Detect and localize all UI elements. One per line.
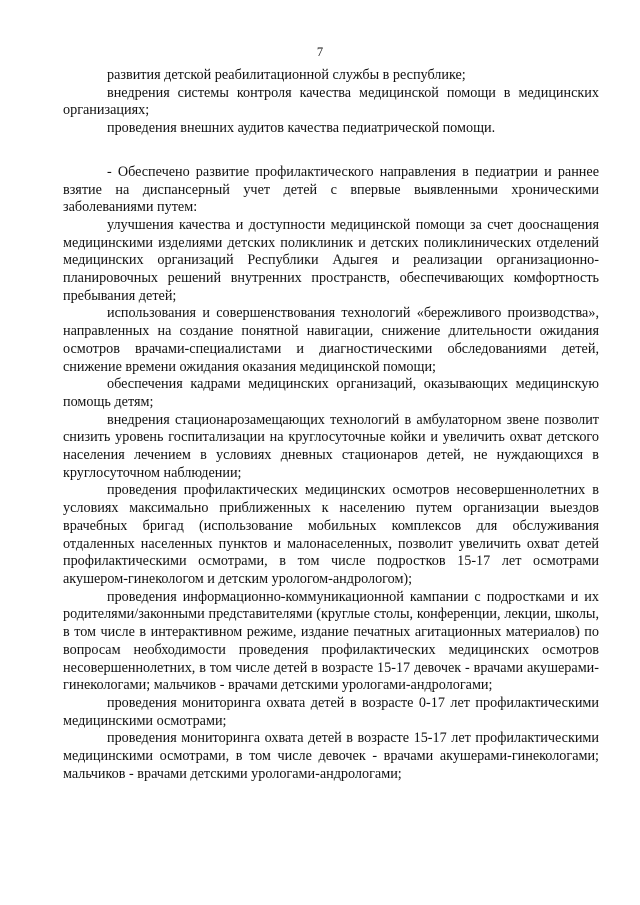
section-spacer bbox=[63, 138, 599, 164]
paragraph: проведения информационно-коммуникационной кампании с подростками и их родителями/законными представителями (круглые столы, конференции, лекции, школы, в том числе в интерактивном режиме, издание печатных агитационных материалов) по вопросам необходимости проведения профилактических медицинских осмотров несовершеннолетних, в том числе детей в возрасте 15-17 девочек - врачами акушерами-гинекологами; мальчиков - врачами детскими урологами-андрологами; bbox=[63, 588, 599, 694]
page-number: 7 bbox=[316, 45, 324, 59]
paragraph: проведения мониторинга охвата детей в возрасте 0-17 лет профилактическими медицинскими осмотрами; bbox=[63, 694, 599, 729]
paragraph: обеспечения кадрами медицинских организаций, оказывающих медицинскую помощь детям; bbox=[63, 376, 599, 410]
section-intro-paragraph: - Обеспечено развитие профилактического направления в педиатрии и раннее взятие на диспансерный учет детей с впервые выявленными хроническими заболеваниями путем: bbox=[63, 163, 599, 216]
paragraph: проведения профилактических медицинских осмотров несовершеннолетних в условиях максимально приближенных к населению путем организации выездов врачебных бригад (использование мобильных комплексов для обслуживания отдаленных населенных пунктов и малонаселенных, позволит увеличить охват детей профилактическими осмотрами, в том числе подростков 15-17 лет осмотрами акушером-гинекологом и детским урологом-андрологом); bbox=[63, 482, 599, 587]
paragraph: проведения мониторинга охвата детей в возрасте 15-17 лет профилактическими медицинскими осмотрами, в том числе девочек - врачами акушерами-гинекологами; мальчиков - врачами детскими урологами-андрологами; bbox=[63, 730, 599, 782]
paragraph: использования и совершенствования технологий «бережливого производства», направленных на создание понятной навигации, снижение длительности ожидания осмотров врачами-специалистами и диагностическими обследованиями детей, снижение времени ожидания оказания медицинской помощи; bbox=[63, 305, 599, 375]
paragraph: внедрения стационарозамещающих технологий в амбулаторном звене позволит снизить уровень госпитализации на круглосуточные койки и увеличить охват детского населения лечением в условиях дневных стационаров детей, не нуждающихся в круглосуточном наблюдении; bbox=[63, 411, 599, 481]
document-body bbox=[63, 67, 599, 783]
paragraph: внедрения системы контроля качества медицинской помощи в медицинских организациях; bbox=[63, 84, 599, 119]
paragraph: проведения внешних аудитов качества педиатрической помощи. bbox=[107, 120, 496, 137]
paragraph: улучшения качества и доступности медицинской помощи за счет дооснащения медицинскими изделиями детских поликлиник и детских поликлинических отделений медицинских организаций Республики Адыгея и реализации организационно-планировочных решений внутренних пространств, обеспечивающих комфортность пребывания детей; bbox=[63, 216, 599, 304]
paragraph: развития детской реабилитационной службы в республике; bbox=[107, 67, 466, 83]
